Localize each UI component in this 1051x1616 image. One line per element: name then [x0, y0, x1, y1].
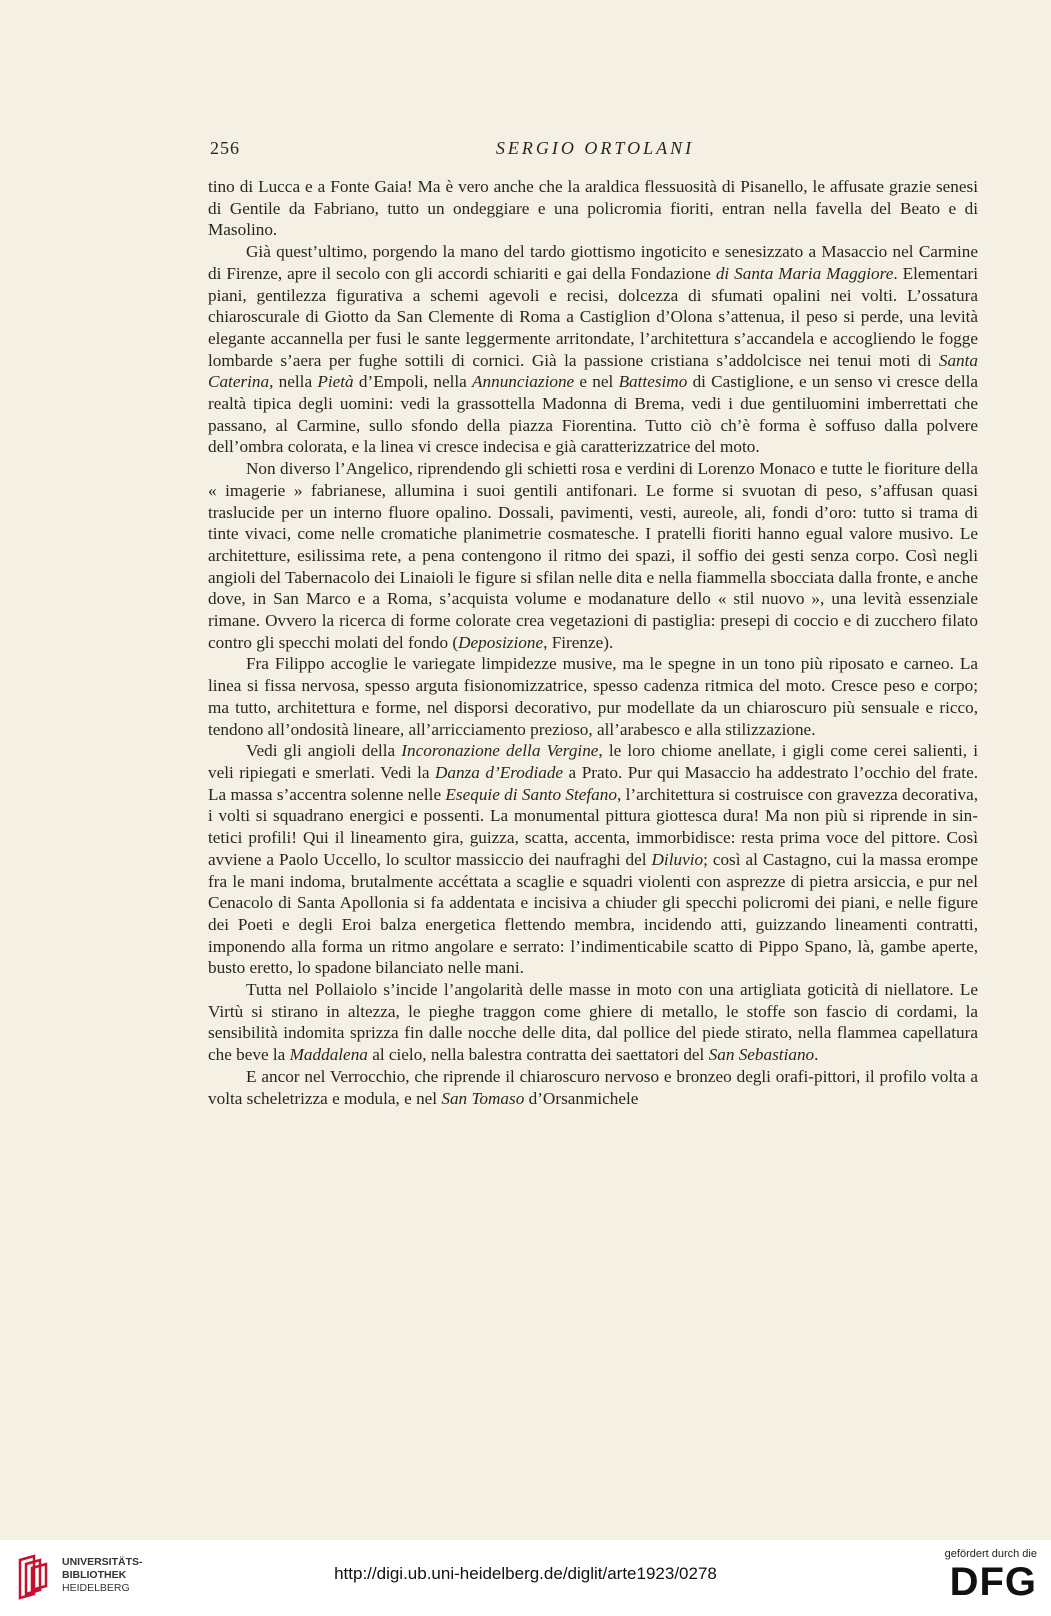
text-run: , l’architettura si costruisce con gravezza decorativa, i volti si squadrano energici e possenti. La monumental pittura giottesca dura! Ma non più si riprende in sintetici profili! Qui il lineamento gira, guizza, scatta, accenta, immorbidisce: resta prima voce del pittore. Così avviene a Paolo Uccello, lo scultor massiccio dei naufraghi del: [208, 784, 979, 869]
paragraph: [208, 653, 978, 740]
text-run: , le loro chiome anellate, i gigli come cerei salienti, i veli ripiegati e smerlati. Vedi la: [208, 741, 978, 782]
digitization-footer: [0, 1540, 1051, 1616]
paragraph: [208, 1066, 978, 1109]
page-header: [210, 134, 980, 164]
text-run: .: [814, 1045, 819, 1065]
text-run: e nel: [574, 372, 619, 392]
permalink-url[interactable]: http://digi.ub.uni-heidelberg.de/diglit/arte1923/0278: [334, 1564, 717, 1583]
text-run: Tutta nel Pollaiolo s’incide l’angolarità delle masse in moto con una artigliata goticità di niellatore. Le Virtù si stirano in altezza, le pieghe traggon come ghiere di metallo, le stoffe son fascio di cordami, la sensibilità indomita sprizza fin dalle nocche delle dita, dal pollice del piede stirato, nella flammea capellatura che beve la: [208, 980, 978, 1065]
text-run: al cielo, nella balestra contratta dei saettatori del: [367, 1045, 709, 1065]
text-run: Vedi gli angioli della: [246, 741, 402, 761]
italic-title: San Sebastiano: [708, 1045, 815, 1065]
paragraph: [208, 176, 978, 241]
text-run: tino di Lucca e a Fonte Gaia! Ma è vero anche che la araldica flessuosità di Pisanello, le affusate grazie senesi di Gentile da Fabriano, tutto un ondeggiare e una policromia fioriti, entran nella favella del Beato e di Masolino.: [208, 177, 978, 240]
text-run: Già quest’ultimo, porgendo la mano del tardo giottismo ingoticito e senesizzato a Masaccio nel Carmine di Firenze, apre il secolo con gli accordi schiariti e gai della Fondazione: [208, 242, 978, 283]
paragraph: [208, 740, 978, 979]
page-number: 256: [210, 138, 240, 158]
italic-title: Annunciazione: [472, 372, 575, 392]
italic-title: Esequie di Santo Stefano: [445, 784, 617, 804]
sponsor-caption: gefördert durch die: [944, 1548, 1037, 1560]
paragraph: [208, 241, 978, 458]
text-run: , nella: [269, 372, 318, 392]
library-name-line-3: HEIDELBERG: [62, 1582, 130, 1594]
italic-title: Incoronazione della Vergine: [401, 741, 599, 761]
text-run: Fra Filippo accoglie le variegate limpidezze musive, ma le spegne in un tono più riposato e carneo. La linea si fissa nervosa, spesso arguta fisionomizzatrice, spesso cadenza ritmica del moto. Cresce peso e corpo; ma tutto, architettura e forme, nel disporsi decorativo, pur modellate da un chiaroscuro più sensuale e ricco, tendono all’ondosità lineare, all’arricciamento prezioso, all’arabesco e alla stilizzazione.: [208, 654, 978, 739]
text-run: d’Empoli, nella: [353, 372, 473, 392]
text-run: a Prato. Pur qui Masaccio ha addestrato l’occhio del frate. La massa s’accentra solenne nelle: [208, 762, 978, 804]
running-head: SERGIO ORTOLANI: [495, 138, 695, 158]
italic-title: Deposizione: [458, 632, 544, 652]
text-run: . Elementari piani, gentilezza figurativa a schemi agevoli e recisi, dolcezza di sfumati opalini nei volti. L’ossatura chiaroscurale di Giotto da San Clemente di Roma a Castiglion d’Olona s’attenua, il peso si perde, una levità elegante accannella per fusi le sante leggermente arritondate, l’architettura s’accandela e accogliendo le fogge lombarde s’aera per fughe sottili di cornici. Già la passione cristiana s’addolcisce nei tenui moti di: [208, 263, 978, 370]
text-run: ; così al Castagno, cui la massa erompe fra le mani indoma, brutalmente accéttata a scaglie e squadri violenti con asprezze di pietra arsiccia, e pur nel Cenacolo di Santa Apollonia si fa addentata e incisiva a chiuder gli specchi policromi dei piani, e nelle figure dei Poeti e degli Eroi balza energetica flettendo membra, incidendo atti, guizzando lineamenti contratti, imponendo alla forma un ritmo angolare e serrato: l’indimenticabile scatto di Pippo Spano, là, gambe aperte, busto eretto, lo spadone bilanciato nelle mani.: [208, 849, 978, 978]
italic-title: Pietà: [317, 372, 354, 392]
library-name-line-2: BIBLIOTHEK: [62, 1569, 127, 1581]
italic-title: Maddalena: [289, 1045, 368, 1065]
italic-title: Diluvio: [651, 849, 704, 869]
dfg-sponsor[interactable]: [927, 1548, 1037, 1610]
text-run: , Firenze).: [543, 632, 614, 652]
text-run: di Castiglione, e un senso vi cresce della realtà tipica degli uomini: vedi la grassottella Madonna di Brema, vedi i due gentiluomini imberrettati che passano, al Carmine, sullo sfondo della piazza Fiorentina. Tutto ciò ch’è forma è soffuso dalla polvere dell’ombra colorata, e la linea vi cresce indecisa e già caratterizzatrice del moto.: [208, 372, 979, 457]
italic-title: Danza d’Erodiade: [435, 762, 564, 782]
text-run: d’Orsanmichele: [524, 1088, 639, 1108]
italic-title: Santa Caterina: [208, 350, 978, 392]
library-name-line-1: UNIVERSITÄTS-: [62, 1556, 143, 1568]
italic-title: di Santa Maria Maggiore: [715, 263, 894, 283]
paragraph: [208, 458, 978, 653]
italic-title: San Tomaso: [441, 1088, 525, 1108]
body-text: [208, 176, 978, 1109]
dfg-logo: DFG: [949, 1560, 1037, 1604]
paragraph: [208, 979, 978, 1066]
text-run: E ancor nel Verrocchio, che riprende il chiaroscuro nervoso e bronzeo degli orafi-pittori, il profilo volta a volta scheletrizza e modula, e nel: [208, 1066, 978, 1108]
italic-title: Battesimo: [618, 372, 688, 392]
text-run: Non diverso l’Angelico, riprendendo gli schietti rosa e verdini di Lorenzo Monaco e tutte le fioriture della « imagerie » fabrianese, allumina i suoi gentili antifonari. Le forme si svuotan di peso, s’affusan quasi traslucide per un interno fluore opalino. Dossali, pavimenti, vesti, aureole, ali, fondi d’oro: tutto si trama di tinte vivaci, come nelle cromatiche planimetrie cosmatesche. I pratelli fioriti hanno egual valore musivo. Le architetture, esilissima rete, a pena contengono il ritmo dei spazi, il soffio dei gesti senza corpo. Così negli angioli del Tabernacolo dei Linaioli le figure si sfilan nelle dita e nella fiammella sbocciata dalla fronte, e anche dove, in San Marco e a Roma, s’acquista volume e modanature dello « stil nuovo », una levità essenziale rimane. Ovvero la ricerca di forme colorate crea vegetazioni di pastiglia: presepi di coccio e di zucchero filato contro gli specchi molati del fondo (: [208, 459, 978, 652]
